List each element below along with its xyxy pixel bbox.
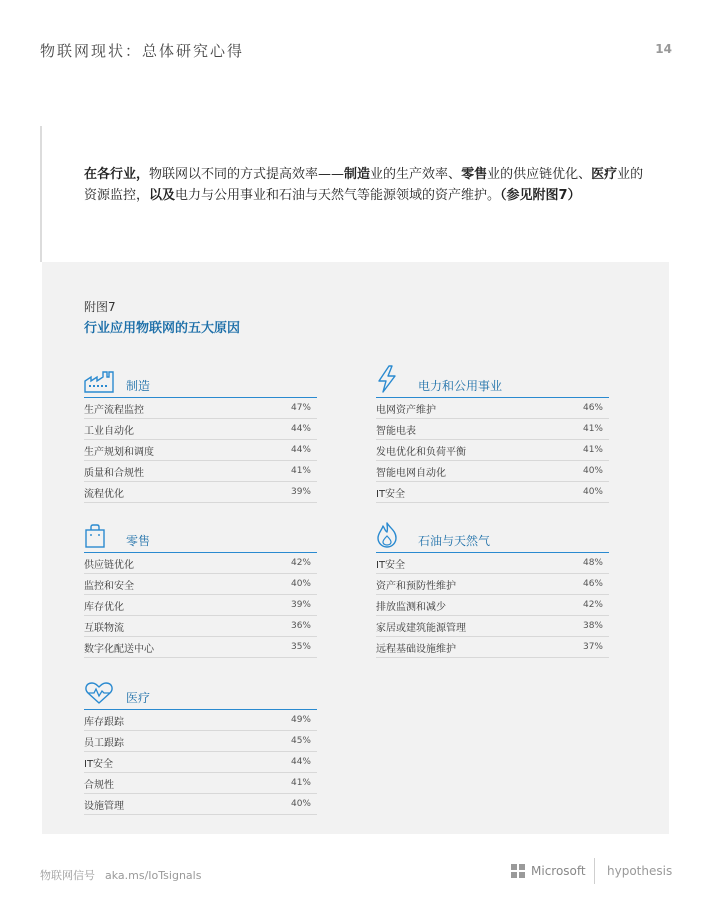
page-number: 14 [655,42,672,56]
reason-label: 电网资产维护 [376,404,436,416]
reason-label: 生产流程监控 [84,404,144,416]
intro-segment: 在各行业， [84,167,150,182]
reason-label: 数字化配送中心 [84,643,154,655]
reason-row [84,637,317,658]
reason-row [84,574,317,595]
reason-percent: 41% [290,778,311,788]
intro-segment: 业的资源监控， [84,167,644,203]
intro-segment: 制造 [344,167,371,182]
reason-percent: 49% [290,715,311,725]
microsoft-wordmark: Microsoft [531,864,586,878]
reason-percent: 44% [290,424,311,434]
reason-percent: 41% [582,424,603,434]
reason-percent: 40% [290,799,311,809]
reason-row [84,731,317,752]
lead-accent-bar [40,126,42,262]
reason-label: 家居或建筑能源管理 [376,622,466,634]
reason-row [376,574,609,595]
footer-url[interactable]: aka.ms/IoTsignals [105,869,202,882]
figure-title: 行业应用物联网的五大原因 [84,321,241,336]
reason-percent: 45% [290,736,311,746]
reason-label: IT安全 [376,488,406,500]
reason-percent: 36% [290,621,311,631]
intro-segment: 物联网以不同的方式提高效率—— [149,167,345,182]
flame-icon [376,522,408,548]
reason-row [84,419,317,440]
shopping-bag-icon [84,522,116,548]
reason-label: 流程优化 [84,488,124,500]
reason-percent: 37% [582,642,603,652]
intro-segment: （参见附图7） [500,188,581,203]
reason-row [376,553,609,574]
section-name: 医疗 [126,691,151,705]
intro-paragraph [84,164,644,206]
reason-label: 库存优化 [84,601,124,613]
heart-pulse-icon [84,679,116,705]
reason-percent: 44% [290,757,311,767]
reason-row [376,482,609,503]
reason-row [376,419,609,440]
reason-row [84,398,317,419]
reason-label: IT安全 [376,559,406,571]
reason-label: 远程基础设施维护 [376,643,456,655]
reason-percent: 40% [582,487,603,497]
intro-segment: 零售 [461,167,488,182]
reason-row [376,461,609,482]
reason-label: 排放监测和减少 [376,601,446,613]
reason-label: 生产规划和调度 [84,446,154,458]
footer-publication: 物联网信号 [40,869,95,882]
reason-row [376,398,609,419]
reason-label: 智能电表 [376,425,416,437]
reason-label: 发电优化和负荷平衡 [376,446,466,458]
reason-percent: 41% [582,445,603,455]
reason-percent: 46% [582,579,603,589]
microsoft-grid-icon [511,864,525,878]
reason-percent: 42% [290,558,311,568]
reason-row [376,595,609,616]
section-retail [84,525,317,658]
section-name: 零售 [126,534,151,548]
reason-row [84,461,317,482]
reason-percent: 46% [582,403,603,413]
section-oil-gas [376,525,609,658]
reason-row [376,440,609,461]
reason-list [376,553,609,658]
reason-percent: 38% [582,621,603,631]
reason-list [84,553,317,658]
reason-row [84,553,317,574]
figure-label: 附图7 [84,300,116,314]
factory-icon [84,367,116,393]
footer-divider [594,858,595,884]
reason-label: 库存跟踪 [84,716,124,728]
reason-list [84,398,317,503]
reason-percent: 47% [290,403,311,413]
reason-row [84,482,317,503]
reason-percent: 41% [290,466,311,476]
section-manufacturing [84,370,317,503]
reason-label: 监控和安全 [84,580,134,592]
reason-label: 互联物流 [84,622,124,634]
hypothesis-logo: hypothesis [607,864,673,878]
reason-row [84,794,317,815]
reason-list [376,398,609,503]
reason-percent: 39% [290,487,311,497]
reason-list [84,710,317,815]
section-power-utilities [376,364,609,503]
intro-segment: 电力与公用事业和石油与天然气等能源领域的资产维护。 [175,188,501,203]
reason-row [84,595,317,616]
microsoft-logo [511,864,586,878]
reason-row [84,752,317,773]
lightning-icon [376,363,408,393]
section-healthcare [84,682,317,815]
reason-label: 工业自动化 [84,425,134,437]
reason-percent: 42% [582,600,603,610]
page-header-title: 物联网现状：总体研究心得 [40,42,245,60]
reason-row [376,637,609,658]
reason-label: 供应链优化 [84,559,134,571]
intro-segment: 医疗 [591,167,618,182]
reason-label: 资产和预防性维护 [376,580,456,592]
reason-row [376,616,609,637]
reason-label: 智能电网自动化 [376,467,446,479]
reason-label: 员工跟踪 [84,737,124,749]
reason-percent: 40% [582,466,603,476]
reason-percent: 48% [582,558,603,568]
intro-segment: 业的供应链优化、 [487,167,592,182]
reason-row [84,616,317,637]
footer-source [40,867,201,883]
reason-percent: 35% [290,642,311,652]
reason-row [84,440,317,461]
reason-label: IT安全 [84,758,114,770]
reason-label: 设施管理 [84,800,124,812]
reason-label: 合规性 [84,779,114,791]
reason-row [84,773,317,794]
reason-row [84,710,317,731]
reason-percent: 39% [290,600,311,610]
intro-segment: 业的生产效率、 [370,167,462,182]
section-name: 制造 [126,379,151,393]
section-name: 石油与天然气 [418,534,491,548]
section-name: 电力和公用事业 [418,379,503,393]
reason-percent: 40% [290,579,311,589]
reason-label: 质量和合规性 [84,467,144,479]
intro-segment: 以及 [149,188,176,203]
reason-percent: 44% [290,445,311,455]
